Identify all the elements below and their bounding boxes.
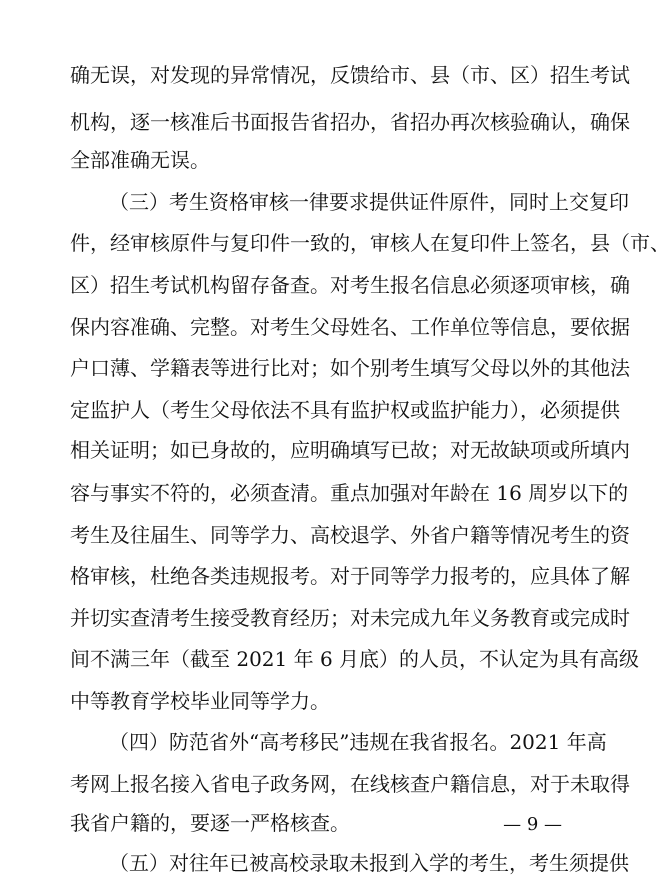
text-line: 格审核，杜绝各类违规报考。对于同等学力报考的，应具体了解 <box>70 564 630 588</box>
text-line: 容与事实不符的，必须查清。重点加强对年龄在 16 周岁以下的 <box>70 481 629 505</box>
text-line: 机构，逐一核准后书面报告省招办，省招办再次核验确认，确保 <box>70 110 630 134</box>
text-line: 我省户籍的，要逐一严格核查。 <box>70 811 350 835</box>
text-line: 保内容准确、完整。对考生父母姓名、工作单位等信息，要依据 <box>70 315 630 339</box>
page-number: — 9 — <box>503 814 562 835</box>
text-line: 定监护人（考生父母依法不具有监护权或监护能力），必须提供 <box>70 398 620 422</box>
text-line: 全部准确无误。 <box>70 148 210 172</box>
text-line: 相关证明；如已身故的，应明确填写已故；对无故缺项或所填内 <box>70 438 630 462</box>
text-line: 考网上报名接入省电子政务网，在线核查户籍信息，对于未取得 <box>70 772 630 796</box>
text-line: 区）招生考试机构留存备查。对考生报名信息必须逐项审核，确 <box>70 273 630 297</box>
paragraph-start-line: （五）对往年已被高校录取未报到入学的考生，考生须提供 <box>109 851 629 875</box>
paragraph-start-line: （三）考生资格审核一律要求提供证件原件，同时上交复印 <box>109 190 629 214</box>
text-line: 户口薄、学籍表等进行比对；如个别考生填写父母以外的其他法 <box>70 356 630 380</box>
text-line: 中等教育学校毕业同等学力。 <box>70 689 330 713</box>
text-line: 考生及往届生、同等学力、高校退学、外省户籍等情况考生的资 <box>70 523 630 547</box>
paragraph-start-line: （四）防范省外“高考移民”违规在我省报名。2021 年高 <box>109 730 607 754</box>
text-line: 确无误，对发现的异常情况，反馈给市、县（市、区）招生考试 <box>70 63 630 87</box>
text-line: 并切实查清考生接受教育经历；对未完成九年义务教育或完成时 <box>70 606 630 630</box>
text-line: 间不满三年（截至 2021 年 6 月底）的人员，不认定为具有高级 <box>70 647 640 671</box>
text-line: 件，经审核原件与复印件一致的，审核人在复印件上签名，县（市、 <box>70 231 670 255</box>
